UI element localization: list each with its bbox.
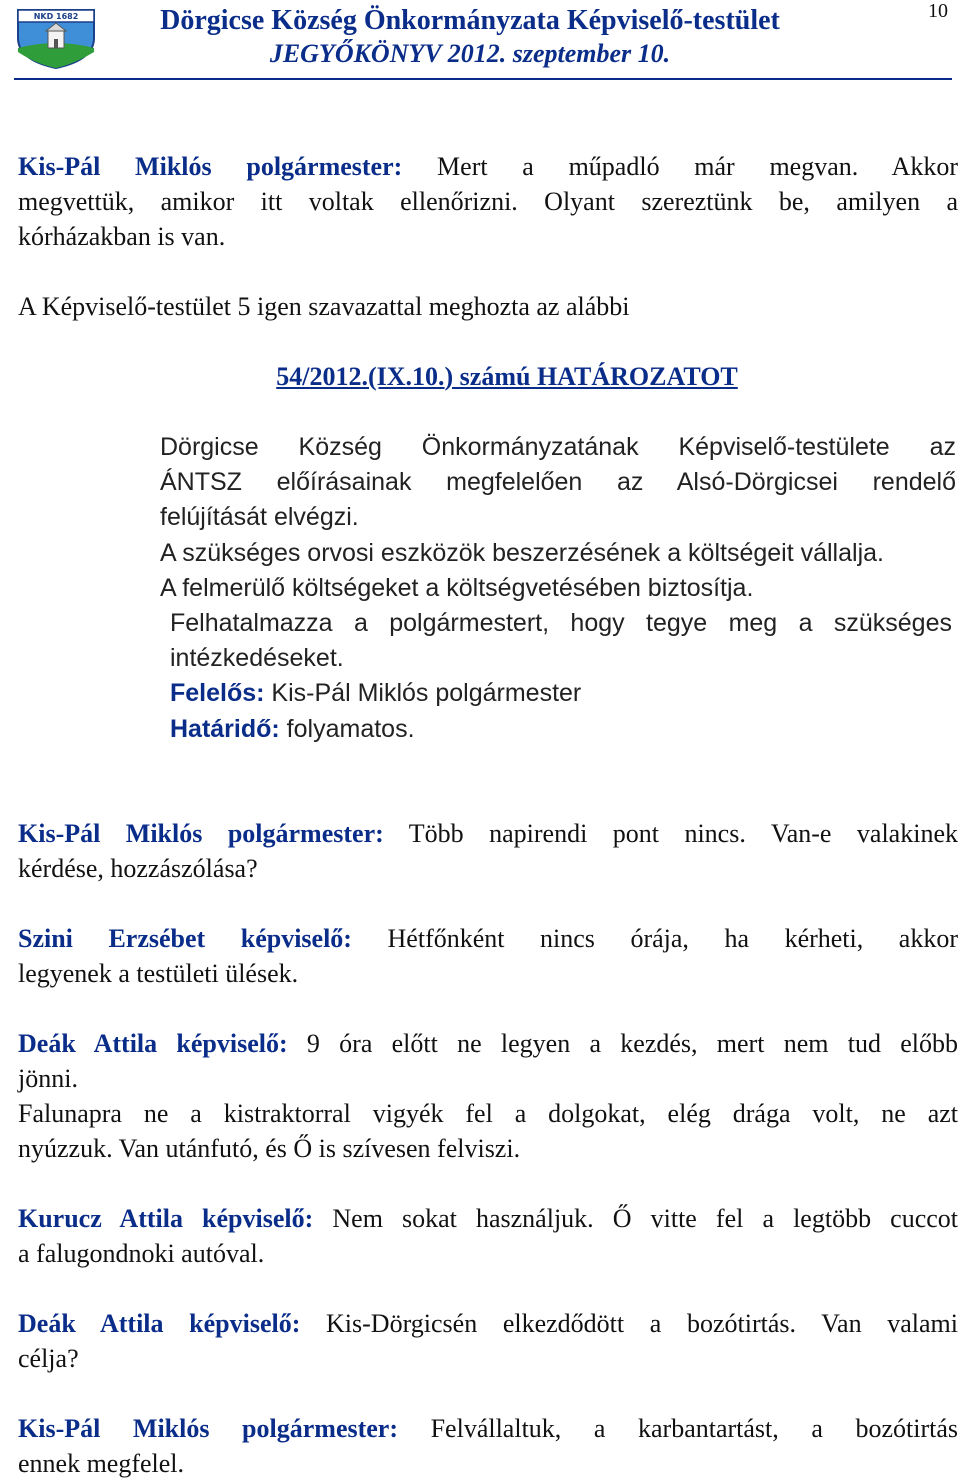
p5-line-1: [18, 1202, 958, 1236]
p3-speaker: Szini Erzsébet képviselő:: [18, 924, 352, 953]
p4-line-3: Falunapra ne a kistraktorral vigyék fel a dolgokat, elég drága volt, ne azt: [18, 1099, 958, 1128]
resolution-line-5: A felmerülő költségeket a költségvetésében biztosítja.: [160, 574, 754, 602]
resolution-line-6: Felhatalmazza a polgármestert, hogy tegye meg a szükséges: [170, 609, 952, 637]
p1-line-3: kórházakban is van.: [18, 222, 226, 251]
resolution-title: [0, 360, 960, 394]
p4-line-1: [18, 1027, 958, 1061]
p7-text-1: Felvállaltuk, a karbantartást, a bozótirtás: [430, 1414, 958, 1443]
logo-text: NKD 1682: [33, 12, 79, 21]
p7-line-2: ennek megfelel.: [18, 1449, 185, 1478]
p6-text-1: Kis-Dörgicsén elkezdődött a bozótirtás. Van valami: [300, 1309, 958, 1338]
p3-line-1: [18, 922, 958, 956]
resolution-line-2: ÁNTSZ előírásainak megfelelően az Alsó-Dörgicsei rendelő: [160, 468, 956, 496]
p2-line-2: kérdése, hozzászólása?: [18, 854, 258, 883]
p1-line-2: megvettük, amikor itt voltak ellenőrizni. Olyant szereztünk be, amilyen a: [18, 187, 958, 216]
p4-line-4: nyúzzuk. Van utánfutó, és Ő is szívesen felviszi.: [18, 1134, 521, 1163]
resolution-line-3: felújítását elvégzi.: [160, 503, 359, 531]
municipal-crest-logo: [14, 8, 98, 70]
resolution-number: 54/2012.(IX.10.: [276, 362, 445, 391]
p6-speaker: Deák Attila képviselő:: [18, 1309, 301, 1338]
p4-text-1: 9 óra előtt ne legyen a kezdés, mert nem tud előbb: [287, 1029, 958, 1058]
p7-speaker: Kis-Pál Miklós polgármester:: [18, 1414, 398, 1443]
document-header-subtitle: JEGYŐKÖNYV 2012. szeptember 10.: [269, 39, 671, 68]
p1-text-1: Mert a műpadló már megvan. Akkor: [437, 152, 958, 181]
p5-text-1: Nem sokat használjuk. Ő vitte fel a legtöbb cuccot: [313, 1204, 958, 1233]
p6-line-1: [18, 1307, 958, 1341]
p3-line-2: legyenek a testületi ülések.: [18, 959, 299, 988]
p5-speaker: Kurucz Attila képviselő:: [18, 1204, 314, 1233]
deadline-value: folyamatos.: [279, 715, 415, 743]
vote-statement: A Képviselő-testület 5 igen szavazattal meghozta az alábbi: [18, 292, 630, 321]
page-number: 10: [928, 0, 948, 22]
p5-line-2: a falugondnoki autóval.: [18, 1239, 265, 1268]
p4-speaker: Deák Attila képviselő:: [18, 1029, 288, 1058]
p6-line-2: célja?: [18, 1344, 79, 1373]
resolution-heading: ) számú HATÁROZATOT: [444, 362, 738, 391]
resolution-line-1: Dörgicse Község Önkormányzatának Képviselő-testülete az: [160, 433, 956, 461]
resolution-deadline: [170, 712, 415, 746]
p1-line-1: [18, 150, 958, 184]
responsible-value: Kis-Pál Miklós polgármester: [264, 679, 582, 707]
p2-line-1: [18, 817, 958, 851]
document-header-title: Dörgicse Község Önkormányzata Képviselő-testület: [160, 5, 780, 36]
p2-text-1: Több napirendi pont nincs. Van-e valakinek: [383, 819, 958, 848]
deadline-label: Határidő:: [170, 715, 280, 743]
resolution-line-7: intézkedéseket.: [170, 644, 344, 672]
p1-speaker: Kis-Pál Miklós polgármester:: [18, 152, 403, 181]
p2-speaker: Kis-Pál Miklós polgármester:: [18, 819, 384, 848]
p3-text-1: Hétfőnként nincs órája, ha kérheti, akkor: [387, 924, 959, 953]
p7-line-1: [18, 1412, 958, 1446]
resolution-responsible: [170, 676, 581, 710]
responsible-label: Felelős:: [170, 679, 265, 707]
header-divider: [14, 78, 952, 80]
p4-line-2: jönni.: [18, 1064, 78, 1093]
resolution-line-4: A szükséges orvosi eszközök beszerzésének a költségeit vállalja.: [160, 539, 884, 567]
